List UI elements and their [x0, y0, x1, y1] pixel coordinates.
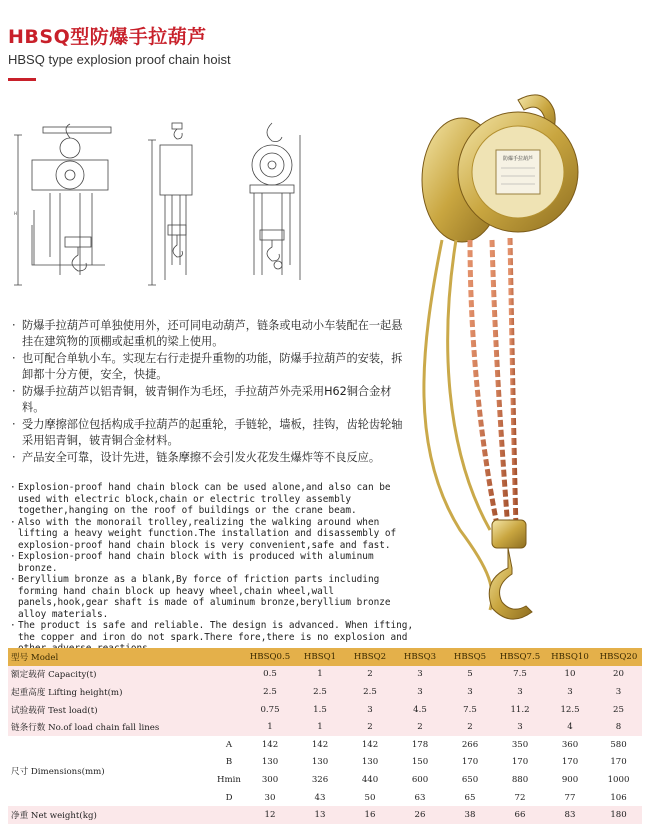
page-subtitle: HBSQ type explosion proof chain hoist [8, 52, 231, 67]
feature-en-item: · Beryllium bronze as a blank,By force of friction parts including forming hand chain block up heavy wheel,chain wheel,wall panels,hook,gear shaft is made of aluminum bronze,beryllium bronze alloy materials. [8, 574, 418, 620]
spec-dim-sub: D [213, 789, 245, 807]
spec-dimensions-label: 尺寸 Dimensions(mm) [8, 736, 213, 806]
spec-cell: 50 [345, 789, 395, 807]
spec-cell: 170 [445, 754, 495, 772]
spec-cell: 266 [445, 736, 495, 754]
spec-cell: 1000 [595, 771, 642, 789]
table-row [8, 683, 642, 701]
spec-cell: 326 [295, 771, 345, 789]
spec-cell: 1 [295, 718, 345, 736]
spec-cell: 0.5 [245, 666, 295, 684]
spec-dim-sub: A [213, 736, 245, 754]
spec-cell: 1 [245, 718, 295, 736]
spec-dim-sub: Hmin [213, 771, 245, 789]
spec-row-label: 试验载荷 Test load(t) [8, 701, 245, 719]
spec-model-cell: HBSQ20 [595, 648, 642, 666]
feature-cn-item: · 产品安全可靠，设计先进，链条摩擦不会引发火花发生爆炸等不良反应。 [8, 450, 403, 466]
spec-cell: 2 [445, 718, 495, 736]
spec-cell: 16 [345, 806, 395, 824]
spec-cell: 12.5 [545, 701, 595, 719]
spec-cell: 25 [595, 701, 642, 719]
spec-cell: 130 [295, 754, 345, 772]
features-cn-list [8, 318, 403, 467]
feature-en-item: · Explosion-proof hand chain block can be used alone,and also can be used with electric block,chain or electric trolley assembly together,hanging on the roof of buildings or the crane beam. [8, 482, 418, 517]
spec-cell: 170 [595, 754, 642, 772]
spec-cell: 440 [345, 771, 395, 789]
spec-cell: 170 [545, 754, 595, 772]
spec-cell: 43 [295, 789, 345, 807]
spec-cell: 5 [445, 666, 495, 684]
hoist-product-image [400, 90, 580, 650]
spec-cell: 350 [495, 736, 545, 754]
spec-cell: 2 [345, 666, 395, 684]
spec-cell: 600 [395, 771, 445, 789]
spec-cell: 3 [595, 683, 642, 701]
spec-row-label: 额定载荷 Capacity(t) [8, 666, 245, 684]
spec-header-label: 型号 Model [8, 648, 245, 666]
spec-cell: 3 [495, 683, 545, 701]
spec-cell: 178 [395, 736, 445, 754]
spec-cell: 4 [545, 718, 595, 736]
spec-cell: 142 [295, 736, 345, 754]
table-row [8, 701, 642, 719]
spec-cell: 83 [545, 806, 595, 824]
spec-cell: 3 [395, 666, 445, 684]
nameplate-title: 防爆手拉葫芦 [502, 156, 534, 162]
table-row [8, 806, 642, 824]
spec-model-cell: HBSQ5 [445, 648, 495, 666]
spec-cell: 142 [345, 736, 395, 754]
feature-en-item: · The product is safe and reliable. The design is advanced. When ifting, the copper and iron do not spark.There fore,there is no explosion and [8, 620, 418, 655]
spec-cell: 170 [495, 754, 545, 772]
spec-cell: 66 [495, 806, 545, 824]
spec-row-label: 净重 Net weight(kg) [8, 806, 245, 824]
spec-cell: 2.5 [245, 683, 295, 701]
features-en-list [8, 482, 418, 655]
spec-cell: 2.5 [295, 683, 345, 701]
spec-cell: 7.5 [495, 666, 545, 684]
feature-cn-item: · 受力摩擦部位包括构成手拉葫芦的起重轮，手链轮，墙板，挂钩，齿轮齿轮轴采用铝青铜，铍青铜合金材料。 [8, 417, 403, 449]
spec-cell: 4.5 [395, 701, 445, 719]
spec-cell: 900 [545, 771, 595, 789]
spec-cell: 650 [445, 771, 495, 789]
spec-cell: 580 [595, 736, 642, 754]
feature-cn-item: · 防爆手拉葫芦以铝青铜，铍青铜作为毛坯，手拉葫芦外壳采用H62铜合金材料。 [8, 384, 403, 416]
feature-cn-item: · 也可配合单轨小车。实现左右行走提升重物的功能，防爆手拉葫芦的安装，拆卸都十分方便，安全，快捷。 [8, 351, 403, 383]
spec-model-cell: HBSQ1 [295, 648, 345, 666]
spec-model-cell: HBSQ7.5 [495, 648, 545, 666]
spec-cell: 8 [595, 718, 642, 736]
spec-row-label: 链条行数 No.of load chain fall lines [8, 718, 245, 736]
technical-drawing [10, 115, 330, 305]
spec-cell: 3 [345, 701, 395, 719]
spec-cell: 1.5 [295, 701, 345, 719]
spec-table [8, 648, 642, 824]
spec-model-cell: HBSQ2 [345, 648, 395, 666]
spec-cell: 1 [295, 666, 345, 684]
feature-en-item: · Explosion-proof hand chain block with is produced with aluminum bronze. [8, 551, 418, 574]
spec-cell: 26 [395, 806, 445, 824]
table-row [8, 736, 642, 754]
spec-cell: 130 [245, 754, 295, 772]
spec-cell: 7.5 [445, 701, 495, 719]
title-accent-bar [8, 78, 36, 81]
spec-cell: 12 [245, 806, 295, 824]
feature-en-item: · Also with the monorail trolley,realizing the walking around when lifting a heavy weight function.The installation and disassembly of explosion-proof hand chain block is very convenient,safe and fast. [8, 517, 418, 552]
spec-header-row [8, 648, 642, 666]
spec-cell: 150 [395, 754, 445, 772]
feature-cn-item: · 防爆手拉葫芦可单独使用外，还可同电动葫芦，链条或电动小车装配在一起悬挂在建筑物的顶棚或起重机的梁上使用。 [8, 318, 403, 350]
spec-cell: 3 [545, 683, 595, 701]
spec-cell: 142 [245, 736, 295, 754]
spec-cell: 106 [595, 789, 642, 807]
spec-dim-sub: B [213, 754, 245, 772]
spec-cell: 2 [345, 718, 395, 736]
spec-cell: 3 [495, 718, 545, 736]
table-row [8, 666, 642, 684]
table-row [8, 718, 642, 736]
spec-cell: 2 [395, 718, 445, 736]
spec-cell: 180 [595, 806, 642, 824]
spec-cell: 77 [545, 789, 595, 807]
spec-model-cell: HBSQ0.5 [245, 648, 295, 666]
spec-cell: 880 [495, 771, 545, 789]
spec-model-cell: HBSQ10 [545, 648, 595, 666]
spec-cell: 38 [445, 806, 495, 824]
spec-cell: 300 [245, 771, 295, 789]
spec-cell: 72 [495, 789, 545, 807]
spec-cell: 130 [345, 754, 395, 772]
spec-cell: 3 [445, 683, 495, 701]
spec-cell: 65 [445, 789, 495, 807]
spec-cell: 20 [595, 666, 642, 684]
spec-cell: 2.5 [345, 683, 395, 701]
spec-row-label: 起重高度 Lifting height(m) [8, 683, 245, 701]
spec-model-cell: HBSQ3 [395, 648, 445, 666]
page-title: HBSQ型防爆手拉葫芦 [8, 26, 207, 48]
spec-cell: 13 [295, 806, 345, 824]
spec-cell: 30 [245, 789, 295, 807]
spec-cell: 360 [545, 736, 595, 754]
spec-cell: 11.2 [495, 701, 545, 719]
spec-cell: 63 [395, 789, 445, 807]
spec-cell: 10 [545, 666, 595, 684]
spec-cell: 3 [395, 683, 445, 701]
svg-text:H: H [14, 211, 18, 216]
spec-cell: 0.75 [245, 701, 295, 719]
